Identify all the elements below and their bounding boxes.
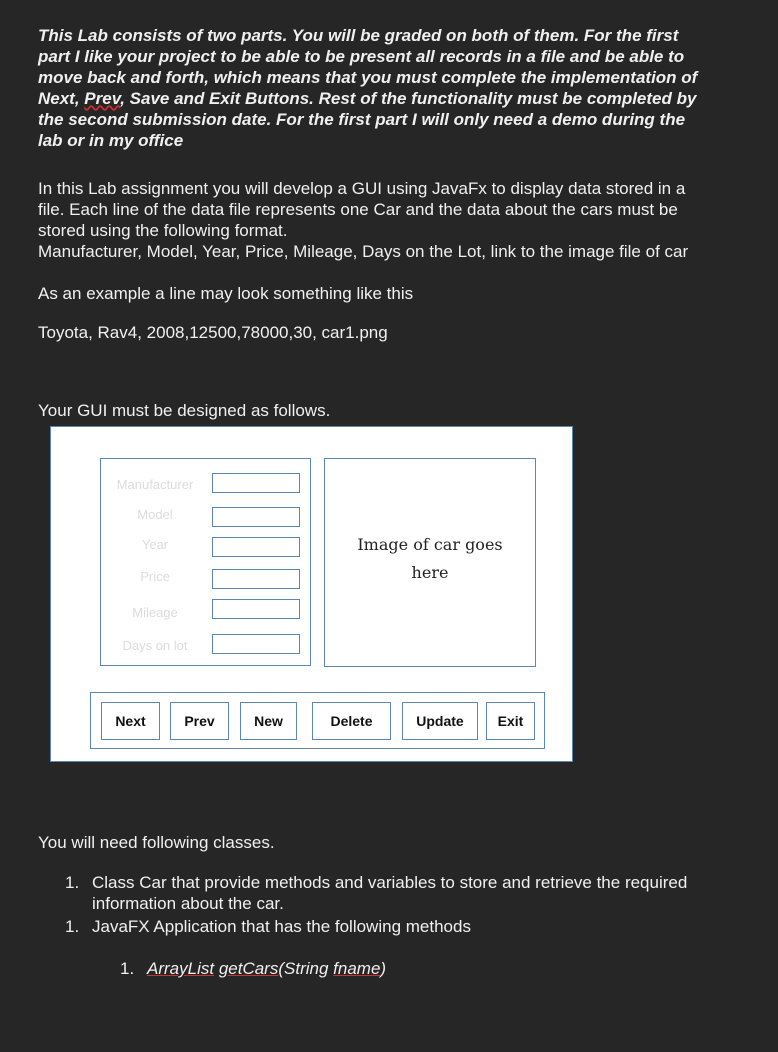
method-return-type: ArrayList xyxy=(147,959,215,978)
intro-line: part I like your project to be able to be present all records in a file and be able to xyxy=(38,47,685,66)
intro-line: the second submission date. For the first part I will only need a demo during the xyxy=(38,110,686,129)
method-close-paren: ) xyxy=(380,959,387,978)
method-name: getCars xyxy=(218,959,279,978)
list-number: 1. xyxy=(120,959,135,978)
method-param-name: fname xyxy=(333,959,381,978)
exit-button[interactable]: Exit xyxy=(486,702,535,740)
new-button[interactable]: New xyxy=(240,702,297,740)
intro-next-text: Next, xyxy=(38,89,85,108)
field-input-days-on-lot[interactable] xyxy=(212,634,300,654)
intro-line: This Lab consists of two parts. You will be graded on both of them. For the first xyxy=(38,26,679,45)
intro-save-exit-text: , Save and Exit xyxy=(120,89,245,108)
example-intro: As an example a line may look something like this xyxy=(38,284,414,303)
list-number: 1. xyxy=(65,917,80,936)
intro-paragraph xyxy=(38,25,744,151)
lab-line: file. Each line of the data file represents one Car and the data about the cars must be xyxy=(38,200,678,219)
method-open-paren: ( xyxy=(278,959,285,978)
classes-intro: You will need following classes. xyxy=(38,833,275,852)
field-input-mileage[interactable] xyxy=(212,599,300,619)
field-label-year: Year xyxy=(141,537,169,552)
lab-description xyxy=(38,178,744,262)
intro-buttons-text: Buttons. Rest of the functionality must be completed by xyxy=(244,89,697,108)
field-label-price: Price xyxy=(140,569,170,584)
intro-line: move back and forth, which means that you must complete the implementation of xyxy=(38,68,698,87)
lab-line: Manufacturer, Model, Year, Price, Mileage, Days on the Lot, link to the image file of car xyxy=(38,242,689,261)
fields-panel xyxy=(100,458,311,666)
list-item xyxy=(65,872,742,914)
button-bar xyxy=(90,692,545,749)
gui-intro: Your GUI must be designed as follows. xyxy=(38,401,331,420)
list-text: Class Car that provide methods and variables to store and retrieve the required information about the car. xyxy=(92,873,688,913)
list-item xyxy=(65,916,742,937)
gui-mockup xyxy=(50,426,573,762)
field-label-mileage: Mileage xyxy=(132,605,178,620)
list-text: JavaFX Application that has the following methods xyxy=(92,917,471,936)
car-image-panel xyxy=(324,458,536,667)
car-image-placeholder: Image of car goes here xyxy=(357,535,503,582)
field-input-model[interactable] xyxy=(212,507,300,527)
prev-button[interactable]: Prev xyxy=(170,702,229,740)
intro-line xyxy=(38,88,744,109)
field-input-year[interactable] xyxy=(212,537,300,557)
method-param-type: String xyxy=(284,959,329,978)
field-label-days-on-lot: Days on lot xyxy=(122,638,188,653)
example-data-line: Toyota, Rav4, 2008,12500,78000,30, car1.png xyxy=(38,323,388,342)
lab-line: stored using the following format. xyxy=(38,221,288,240)
field-label-model: Model xyxy=(137,507,173,522)
list-number: 1. xyxy=(65,873,80,892)
method-signature xyxy=(120,958,547,979)
lab-line: In this Lab assignment you will develop a GUI using JavaFx to display data stored in a xyxy=(38,179,686,198)
field-label-manufacturer: Manufacturer xyxy=(116,477,194,492)
field-input-price[interactable] xyxy=(212,569,300,589)
update-button[interactable]: Update xyxy=(402,702,478,740)
field-input-manufacturer[interactable] xyxy=(212,473,300,493)
next-button[interactable]: Next xyxy=(101,702,160,740)
delete-button[interactable]: Delete xyxy=(312,702,391,740)
intro-line: lab or in my office xyxy=(38,131,184,150)
intro-prev-word: Prev xyxy=(84,89,121,108)
